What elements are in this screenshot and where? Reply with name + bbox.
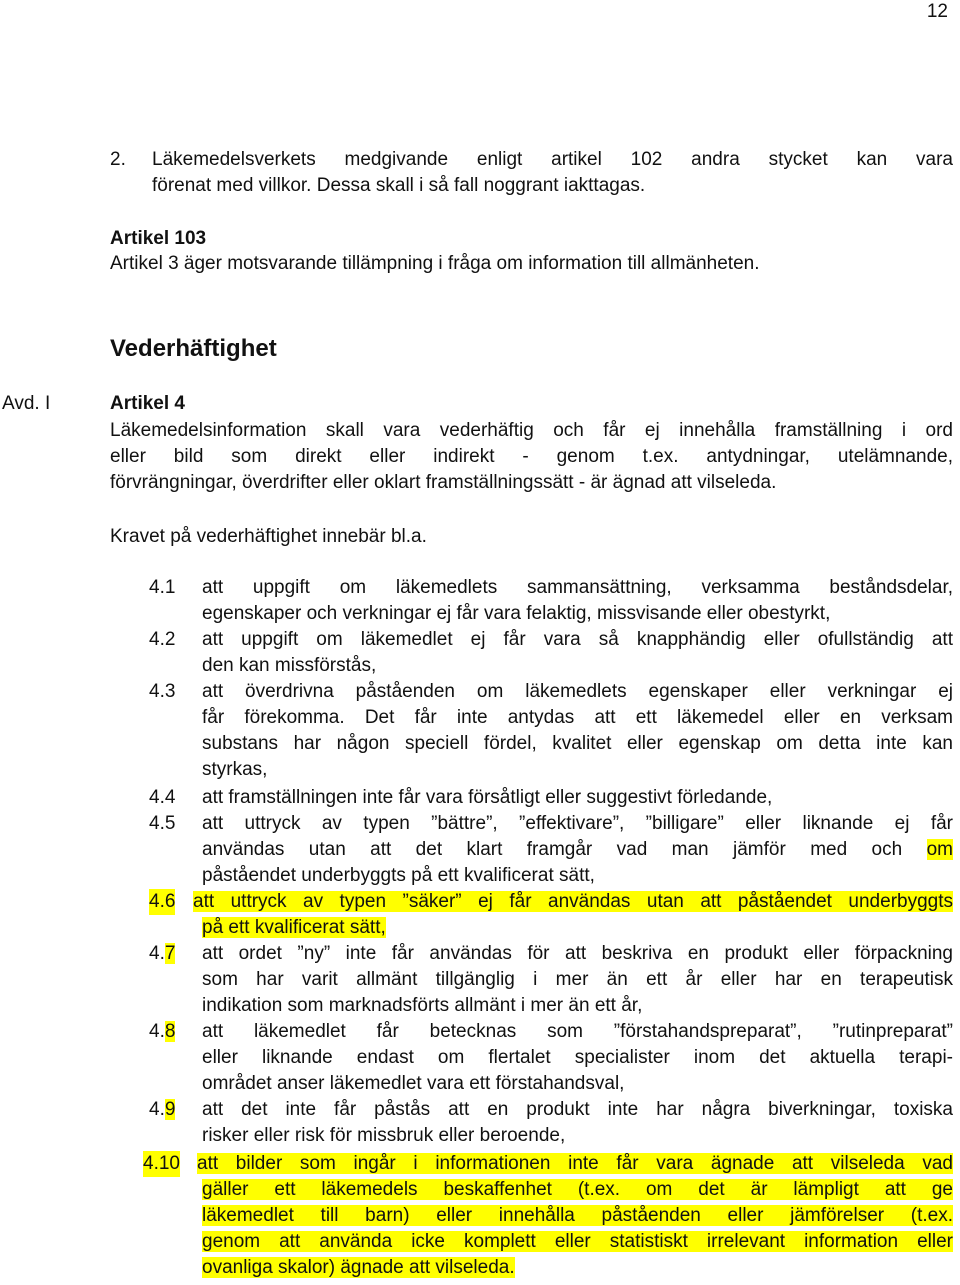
item-4-10-number: 4.10 [143,1151,180,1177]
item-2-line-1: Läkemedelsverkets medgivande enligt artikel 102 andra stycket kan vara [152,149,953,170]
item-4-1-number: 4.1 [149,577,176,598]
item-4-7-line-2: som har varit allmänt tillgänglig i mer än ett år eller har en terapeutisk [202,969,953,990]
page-number: 12 [926,1,948,22]
item-4-10-line-3 [202,1203,953,1229]
item-4-10-line-5 [202,1255,953,1281]
item-4-6-line-2-text: på ett kvalificerat sätt, [202,917,386,938]
item-4-3-number: 4.3 [149,681,176,702]
item-4-10-line-3-text: läkemedlet till barn) eller innehålla påståenden eller jämförelser (t.ex. [202,1205,953,1226]
highlighted-word: om [926,839,954,860]
avd-label: Avd. I [2,393,51,414]
item-4-6-line-2 [202,915,953,941]
item-4-6-line-1-text: att uttryck av typen ”säker” ej får användas utan att påståendet underbyggts [193,891,953,912]
section-title: Vederhäftighet [110,335,277,362]
item-4-8-line-1: att läkemedlet får betecknas som ”förstahandspreparat”, ”rutinpreparat” [202,1021,953,1042]
item-4-7-number-suffix: 7 [164,943,176,964]
item-2-line-2: förenat med villkor. Dessa skall i så fall noggrant iakttagas. [152,175,646,196]
item-4-3-line-1: att överdrivna påståenden om läkemedlets egenskaper eller verkningar ej [202,681,953,702]
item-4-10-line-4 [202,1229,953,1255]
item-4-5-line-1: att uttryck av typen ”bättre”, ”effektivare”, ”billigare” eller liknande ej får [202,813,953,834]
artikel-4-intro: Kravet på vederhäftighet innebär bl.a. [110,526,427,547]
item-4-7-number-prefix: 4. [149,943,165,964]
item-4-7-number [149,941,175,967]
artikel-4-line-2: eller bild som direkt eller indirekt - genom t.ex. antydningar, utelämnande, [110,446,953,467]
item-4-3-line-4: styrkas, [202,759,268,780]
item-4-5-line-2 [202,837,953,863]
item-4-8-number-suffix: 8 [164,1021,176,1042]
item-4-2-line-1: att uppgift om läkemedlet ej får vara så knapphändig eller ofullständig att [202,629,953,650]
item-4-5-line-3: påståendet underbyggts på ett kvalificerat sätt, [202,865,595,886]
artikel-4-line-1: Läkemedelsinformation skall vara vederhäftig och får ej innehålla framställning i ord [110,420,953,441]
item-4-10-line-4-text: genom att använda icke komplett eller statistiskt irrelevant information eller [202,1231,953,1252]
item-4-8-number [149,1019,175,1045]
artikel-4-line-3: förvrängningar, överdrifter eller oklart framställningssätt - är ägnad att vilseleda. [110,472,777,493]
item-4-10-line-1 [197,1151,953,1177]
artikel-103-heading: Artikel 103 [110,228,207,249]
item-4-10-line-1-text: att bilder som ingår i informationen inte får vara ägnade att vilseleda vad [197,1153,953,1174]
item-4-7-line-1: att ordet ”ny” inte får användas för att beskriva en produkt eller förpackning [202,943,953,964]
item-4-8-number-prefix: 4. [149,1021,165,1042]
item-4-10-line-2-text: gäller ett läkemedels beskaffenhet (t.ex. om det är lämpligt att ge [202,1179,953,1200]
item-4-9-number [149,1097,175,1123]
item-4-4-number: 4.4 [149,787,176,808]
item-4-5-line-2-text: användas utan att det klart framgår vad man jämför med och [202,839,903,860]
item-4-6-number: 4.6 [149,889,175,915]
item-4-1-line-2: egenskaper och verkningar ej får vara felaktig, missvisande eller obestyrkt, [202,603,831,624]
item-4-5-number: 4.5 [149,813,176,834]
artikel-103-text: Artikel 3 äger motsvarande tillämpning i fråga om information till allmänheten. [110,253,760,274]
item-4-8-line-2: eller liknande endast om flertalet specialister inom det aktuella terapi- [202,1047,953,1068]
item-4-9-line-1: att det inte får påstås att en produkt inte har några biverkningar, toxiska [202,1099,953,1120]
item-4-3-line-3: substans har någon speciell fördel, kvalitet eller egenskap om detta inte kan [202,733,953,754]
item-4-4-line-1: att framställningen inte får vara försåtligt eller suggestivt förledande, [202,787,773,808]
item-4-2-number: 4.2 [149,629,176,650]
item-4-9-number-suffix: 9 [164,1099,176,1120]
item-4-10-line-2 [202,1177,953,1203]
item-2-number: 2. [110,149,126,170]
item-4-9-line-2: risker eller risk för missbruk eller beroende, [202,1125,566,1146]
item-4-3-line-2: får förekomma. Det får inte antydas att ett läkemedel eller en verksam [202,707,953,728]
item-4-2-line-2: den kan missförstås, [202,655,377,676]
artikel-4-heading: Artikel 4 [110,393,185,414]
item-4-9-number-prefix: 4. [149,1099,165,1120]
item-4-7-line-3: indikation som marknadsförts allmänt i mer än ett år, [202,995,643,1016]
item-4-8-line-3: området anser läkemedlet vara ett förstahandsval, [202,1073,625,1094]
item-4-6-line-1 [193,889,953,915]
item-4-1-line-1: att uppgift om läkemedlets sammansättning, verksamma beståndsdelar, [202,577,953,598]
item-4-10-line-5-text: ovanliga skalor) ägnade att vilseleda. [202,1257,515,1278]
